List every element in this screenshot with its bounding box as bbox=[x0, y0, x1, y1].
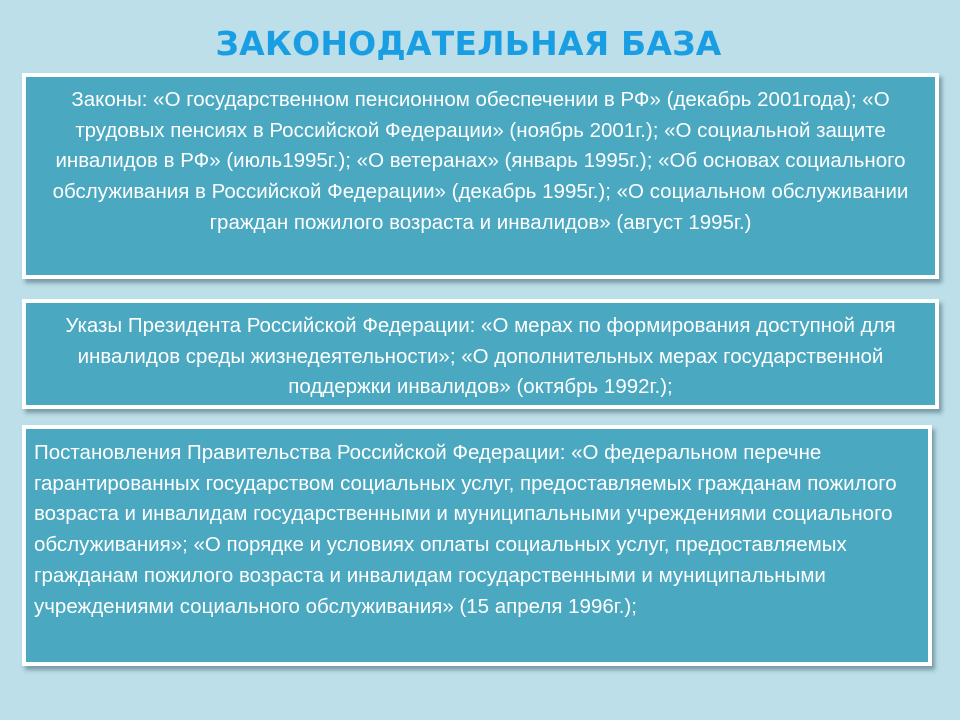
presidential-decrees-panel bbox=[22, 299, 939, 409]
government-resolutions-panel bbox=[22, 425, 932, 666]
laws-panel bbox=[22, 73, 939, 279]
laws-text: Законы: «О государственном пенсионном обеспечении в РФ» (декабрь 2001года); «О трудовых пенсиях в Российской Федерации» (ноябрь 2001г.); «О социальной защите инвалидов в РФ» (июль1995г.); «О ветеранах» (январь 1995г.); «Об основах социального обслуживания в Российской Федерации» (декабрь 1995г.); «О социальном обслуживании граждан пожилого возраста и инвалидов» (август 1995г.) bbox=[52, 88, 909, 234]
slide-title: ЗАКОНОДАТЕЛЬНАЯ БАЗА bbox=[215, 24, 722, 63]
government-resolutions-text: Постановления Правительства Российской Федерации: «О федеральном перечне гарантированных государством социальных услуг, предоставляемых гражданам пожилого возраста и инвалидам государственными и муниципальными учреждениями социального обслуживания»; «О порядке и условиях оплаты социальных услуг, предоставляемых гражданам пожилого возраста и инвалидам государственными и муниципальными учреждениями социального обслуживания» (15 апреля 1996г.); bbox=[34, 441, 897, 618]
presidential-decrees-text: Указы Президента Российской Федерации: «О мерах по формирования доступной для инвалидов среды жизнедеятельности»; «О дополнительных мерах государственной поддержки инвалидов» (октябрь 1992г.); bbox=[65, 314, 896, 399]
